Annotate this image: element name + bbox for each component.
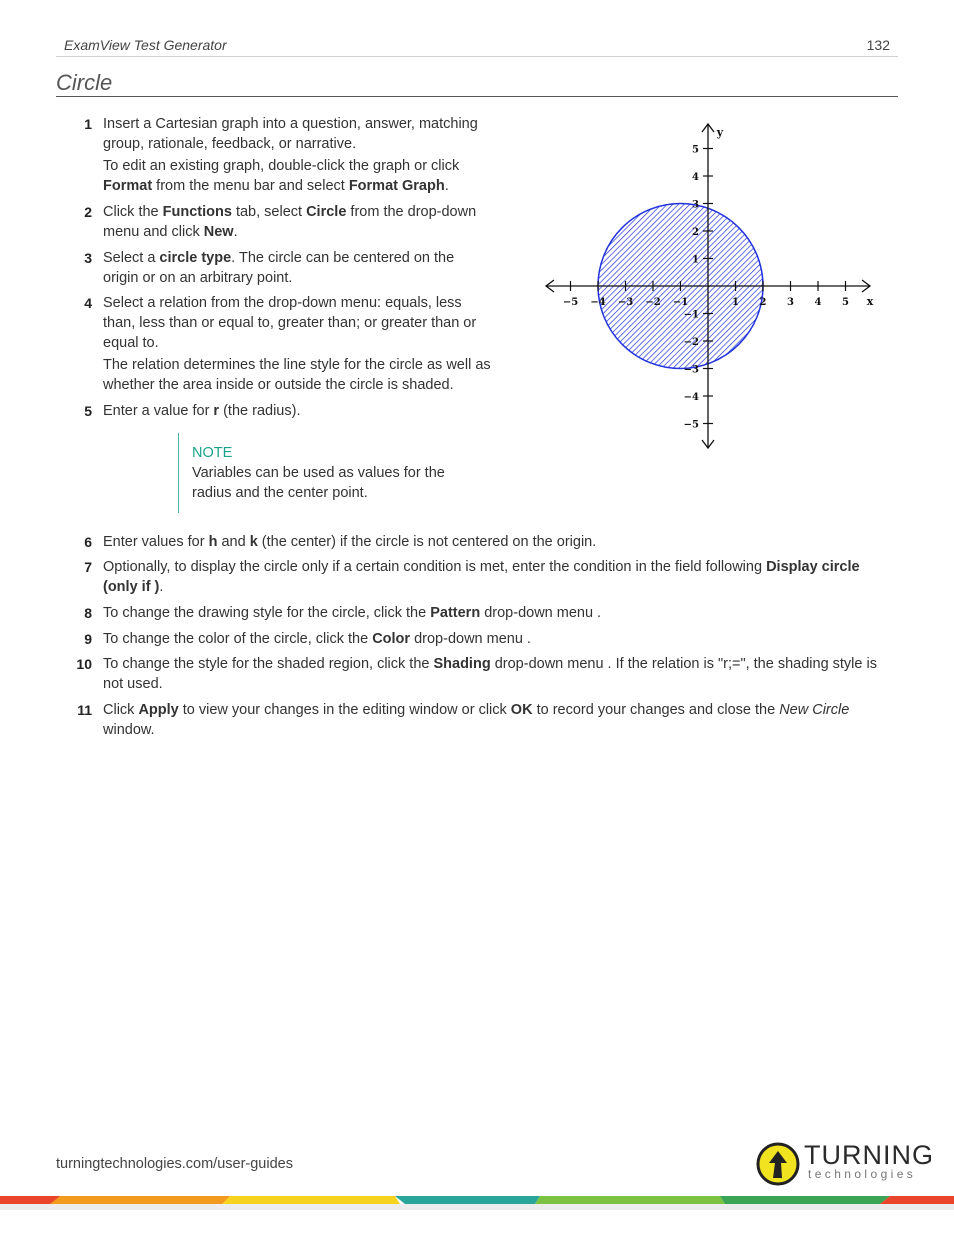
page-header	[56, 36, 898, 57]
step-text: To change the drawing style for the circle, click the Pattern drop-down menu .	[103, 605, 602, 621]
y-tick-label: 5	[692, 144, 699, 156]
x-tick-label: 4	[814, 297, 822, 308]
y-tick-label: 3	[692, 199, 699, 211]
x-tick-label: 3	[787, 297, 794, 308]
step-text: Select a circle type. The circle can be centered on the origin or on an arbitrary point.	[103, 250, 455, 286]
y-tick-label: 1	[692, 254, 699, 266]
cartesian-graph-figure	[538, 118, 878, 458]
x-tick-label: 5	[842, 297, 849, 308]
footer-url[interactable]: turningtechnologies.com/user-guides	[56, 1156, 293, 1172]
step-number: 10	[76, 656, 92, 672]
y-tick-label: −5	[683, 419, 699, 431]
x-tick-label: 1	[732, 297, 739, 308]
step-number: 9	[84, 631, 92, 647]
step-text: To edit an existing graph, double-click the graph or click Format from the menu bar and select Format Graph.	[103, 158, 460, 194]
step-text: Insert a Cartesian graph into a question, answer, matching group, rationale, feedback, or narrative.	[103, 116, 478, 152]
step-text: The relation determines the line style for the circle as well as whether the area inside or outside the circle is shaded.	[103, 357, 491, 393]
step-text: Optionally, to display the circle only if a certain condition is met, enter the condition in the field following Display circle (only if ).	[103, 559, 860, 595]
step-text: Click Apply to view your changes in the editing window or click OK to record your changes and close the New Circle window.	[103, 702, 850, 738]
step-number: 3	[84, 250, 92, 266]
logo-word-turning: TURNING	[804, 1140, 934, 1170]
logo-mark-icon	[756, 1142, 800, 1186]
logo-word-technologies: technologies	[808, 1167, 917, 1181]
document-title: ExamView Test Generator	[64, 37, 227, 53]
note-label: NOTE	[192, 445, 233, 461]
step-number: 6	[84, 534, 92, 550]
step-text: To change the color of the circle, click the Color drop-down menu .	[103, 631, 531, 647]
y-tick-label: −2	[683, 337, 699, 348]
step-text: Click the Functions tab, select Circle from the drop-down menu and click New.	[103, 204, 477, 240]
step-text: Enter a value for r (the radius).	[103, 403, 301, 419]
y-tick-label: 2	[692, 227, 699, 238]
y-tick-label: 4	[692, 172, 699, 183]
step-text: To change the style for the shaded region, click the Shading drop-down menu . If the relation is "r;=", the shading style is not used.	[103, 656, 877, 692]
x-tick-label: −2	[645, 297, 661, 308]
step-text: Select a relation from the drop-down menu: equals, less than, less than or equal to, greater than; or greater than or equal to.	[103, 295, 477, 351]
step-number: 5	[84, 403, 92, 419]
x-tick-label: −1	[672, 297, 689, 308]
note-box	[178, 433, 482, 513]
turning-technologies-logo	[756, 1140, 934, 1188]
x-tick-label: −4	[590, 297, 606, 308]
y-tick-label: −4	[683, 392, 699, 403]
note-text: Variables can be used as values for the radius and the center point.	[192, 465, 445, 501]
step-number: 4	[84, 295, 92, 311]
step-number: 7	[84, 559, 92, 575]
step-number: 8	[84, 605, 92, 621]
x-tick-label: −5	[562, 297, 579, 308]
y-tick-label: −1	[683, 309, 699, 321]
page-number: 132	[866, 37, 890, 53]
step-number: 1	[84, 116, 92, 132]
x-tick-label: 2	[759, 297, 767, 308]
step-text: Enter values for h and k (the center) if the circle is not centered on the origin.	[103, 534, 597, 550]
footer-color-stripe	[0, 1196, 954, 1210]
x-tick-label: −3	[617, 297, 634, 308]
step-number: 11	[77, 702, 92, 718]
section-title: Circle	[56, 70, 898, 97]
y-tick-label: −3	[683, 364, 699, 376]
y-axis-label: y	[716, 126, 724, 139]
x-axis-label: x	[866, 295, 874, 308]
step-number: 2	[84, 204, 92, 220]
